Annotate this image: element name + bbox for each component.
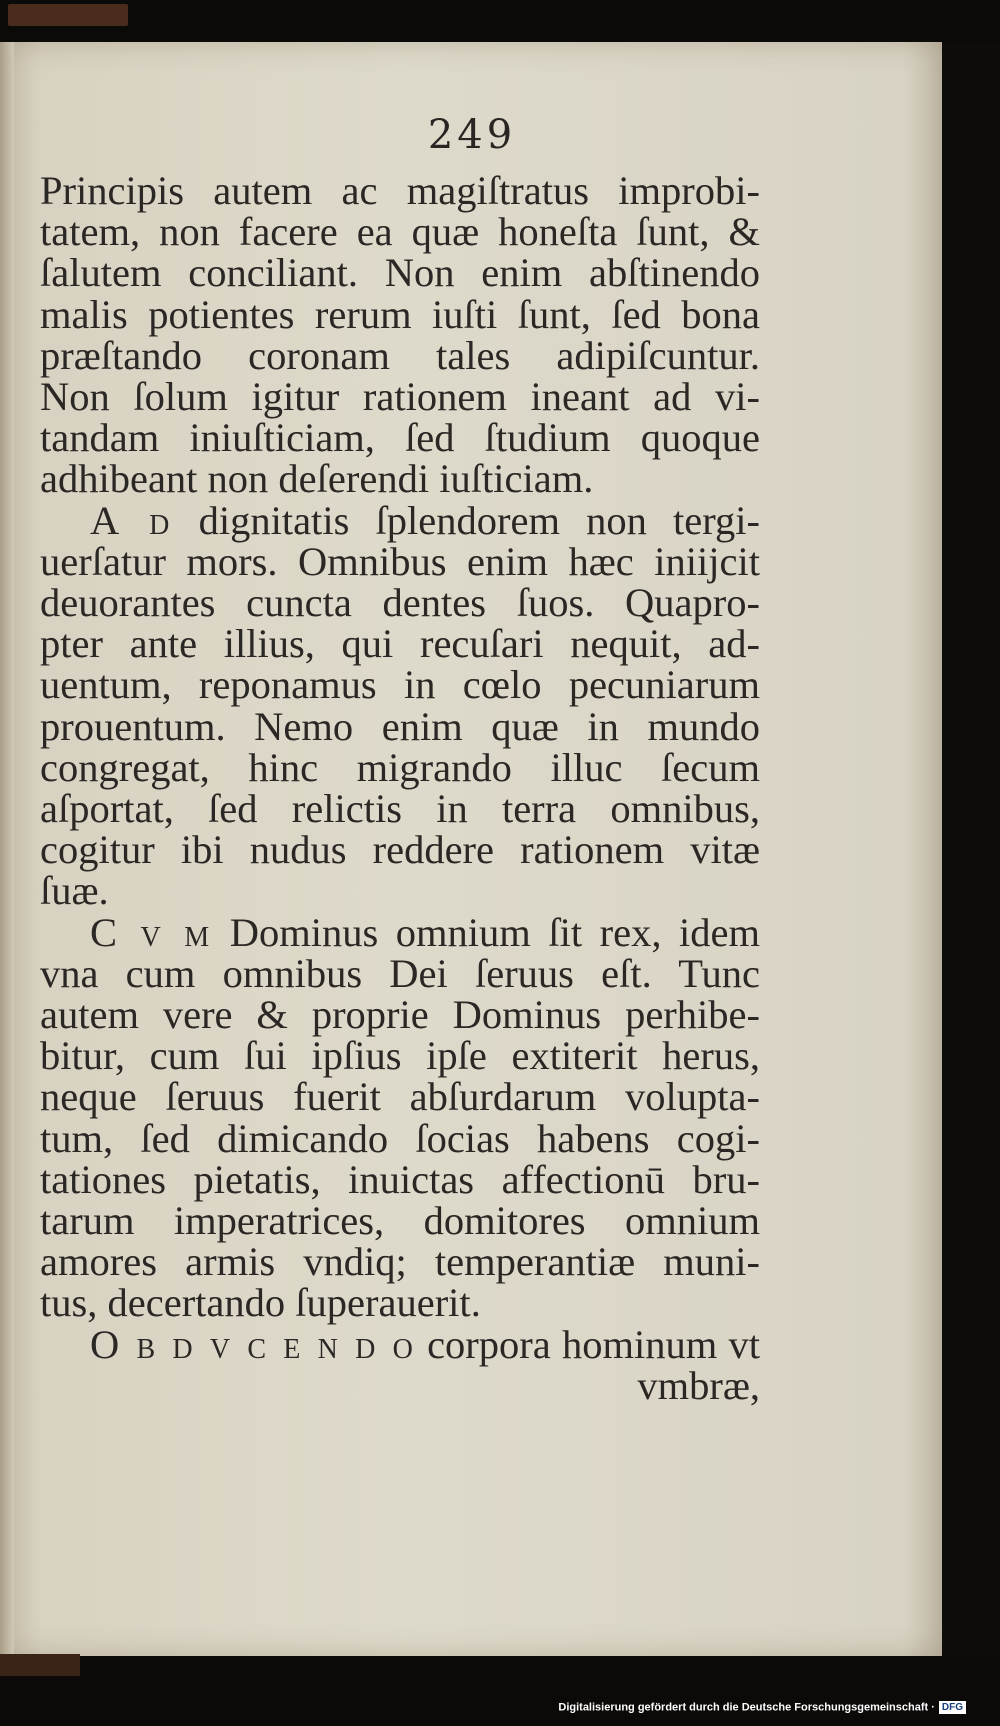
text-fragment: dignitatis ſplendorem non tergi- [198,497,760,543]
paragraph-start [40,909,760,955]
page-gutter-edge [0,42,14,1656]
text-line: tus, decertando ſuperauerit. [40,1280,481,1326]
text-line: deuorantes cuncta dentes ſuos. Quapro- [40,580,760,626]
dfg-logo: DFG [939,1701,966,1714]
text-line: Non ſolum igitur rationem ineant ad vi- [40,374,760,420]
text-line: uerſatur mors. Omnibus enim hæc iniijcit [40,538,760,584]
binding-fragment-bottom [0,1654,80,1676]
text-line: aſportat, ſed relictis in terra omnibus, [40,786,760,832]
credit-text: Digitalisierung gefördert durch die Deutsche Forschungsgemeinschaft · [558,1701,935,1714]
scan-right-border [942,42,1000,1656]
text-line: congregat, hinc migrando illuc ſecum [40,744,760,790]
initial-word: O b d v c e n d o [90,1321,416,1367]
text-line: pter ante illius, qui recuſari nequit, ad- [40,621,760,667]
text-line: uentum, reponamus in cœlo pecuniarum [40,662,760,708]
text-line: Principis autem ac magiſtratus improbi- [40,168,760,213]
text-line: tationes pietatis, inuictas affectionū bru- [40,1156,760,1202]
initial-word: A d [90,497,173,543]
page-number: 249 [427,112,517,158]
text-line: tatem, non facere ea quæ honeſta ſunt, & [40,209,760,255]
text-line: adhibeant non deſerendi iuſticiam. [40,456,594,502]
text-line: ſalutem conciliant. Non enim abſtinendo [40,250,760,296]
text-line: autem vere & proprie Dominus perhibe- [40,992,760,1038]
initial-word: C v m [90,909,213,955]
scan-bottom-border [0,1656,1000,1726]
paragraph-start [40,497,760,543]
scan-top-border [0,0,1000,46]
text-line: vna cum omnibus Dei ſeruus eſt. Tunc [40,950,760,996]
text-line: malis potientes rerum iuſti ſunt, ſed bona [40,291,760,337]
text-line: tarum imperatrices, domitores omnium [40,1198,760,1244]
text-line: neque ſeruus fuerit abſurdarum volupta- [40,1074,760,1120]
text-line: tum, ſed dimicando ſocias habens cogi- [40,1115,760,1161]
book-page [2,42,942,1656]
text-line: bitur, cum ſui ipſius ipſe extiterit herus, [40,1033,760,1079]
catchword: vmbræ, [637,1362,760,1408]
text-fragment: Dominus omnium ſit rex, idem [229,909,760,955]
binding-fragment [8,4,128,26]
digitization-credit [558,1701,966,1714]
text-line: ſuæ. [40,868,109,914]
body-text [40,170,760,1406]
text-line: amores armis vndiq; temperantiæ muni- [40,1239,760,1285]
text-line: cogitur ibi nudus reddere rationem vitæ [40,827,760,873]
text-line: prouentum. Nemo enim quæ in mundo [40,703,760,749]
text-line: præſtando coronam tales adipiſcuntur. [40,332,760,378]
paragraph-start [40,1321,760,1367]
text-line: tandam iniuſticiam, ſed ſtudium quoque [40,415,760,461]
text-fragment: corpora hominum vt [427,1321,760,1367]
